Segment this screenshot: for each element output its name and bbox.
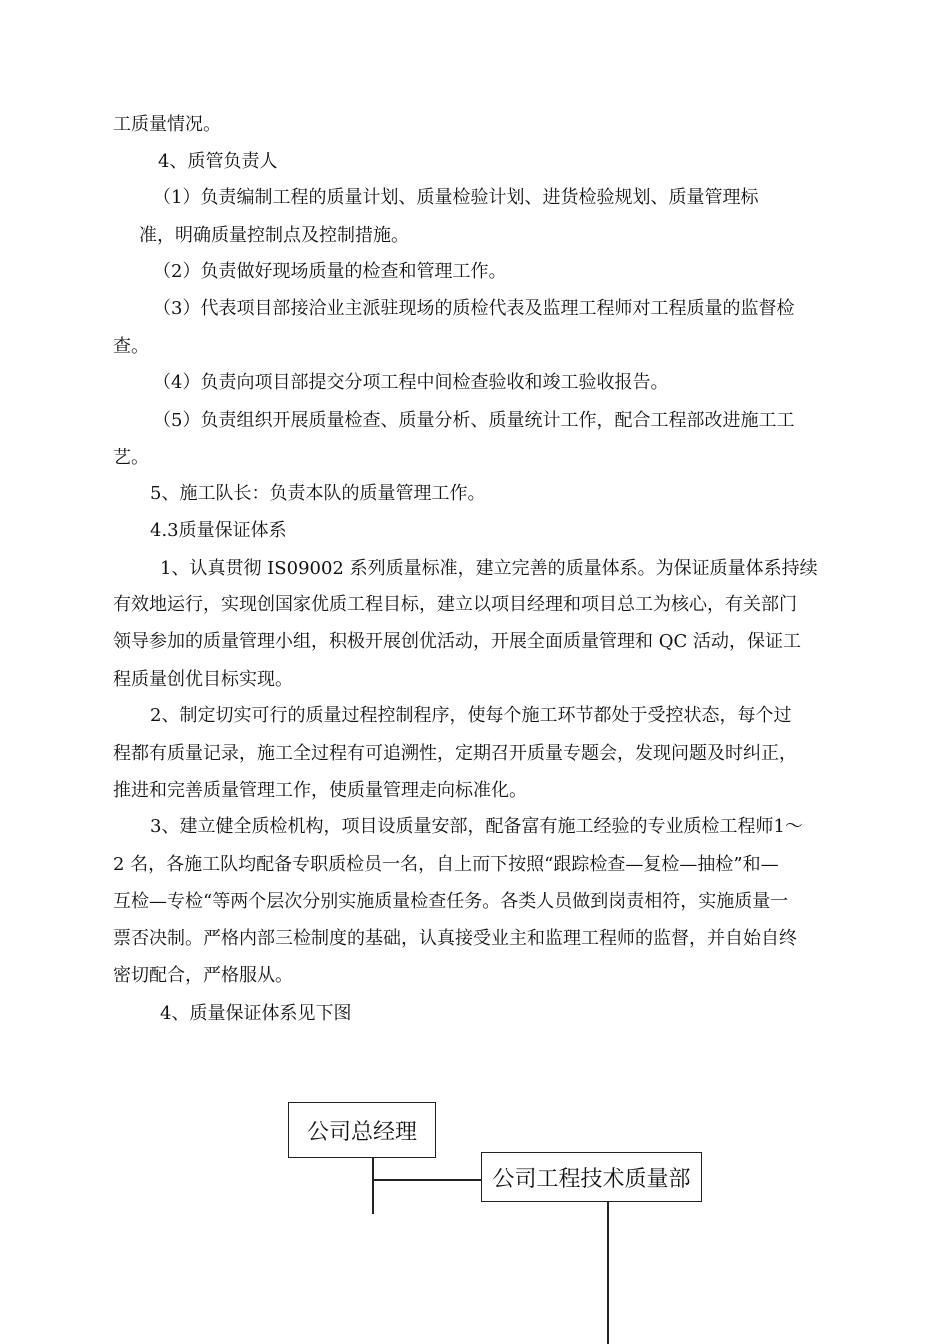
paragraph-line: 互检—专检“等两个层次分别实施质量检查任务。各类人员做到岗责相符，实施质量一: [113, 891, 789, 912]
paragraph-line: 密切配合，严格服从。: [113, 965, 293, 986]
paragraph-line: 票否决制。严格内部三检制度的基础，认真接受业主和监理工程师的监督，并自始自终: [113, 928, 797, 949]
connector-vertical-left: [372, 1158, 374, 1214]
paragraph-line: 程都有质量记录，施工全过程有可追溯性，定期召开质量专题会，发现问题及时纠正，: [113, 743, 797, 764]
section-heading: 5、施工队长：负责本队的质量管理工作。: [150, 483, 486, 504]
section-heading: 4、质管负责人: [158, 151, 278, 172]
paragraph-line: 领导参加的质量管理小组，积极开展创优活动，开展全面质量管理和 QC 活动，保证工: [113, 631, 801, 652]
paragraph-line: 推进和完善质量管理工作，使质量管理走向标准化。: [113, 780, 527, 801]
paragraph-line: （3）代表项目部接洽业主派驻现场的质检代表及监理工程师对工程质量的监督检: [153, 298, 795, 319]
paragraph-line: 工质量情况。: [113, 114, 221, 135]
quality-dept-box: 公司工程技术质量部: [481, 1152, 702, 1202]
paragraph-line: 3、建立健全质检机构，项目设质量安部，配备富有施工经验的专业质检工程师1～: [150, 816, 803, 837]
paragraph-line: 查。: [113, 336, 149, 357]
section-heading: 4.3质量保证体系: [150, 520, 287, 541]
paragraph-line: 艺。: [113, 447, 149, 468]
paragraph-line: 有效地运行，实现创国家优质工程目标，建立以项目经理和项目总工为核心，有关部门: [113, 594, 797, 615]
paragraph-line: 1、认真贯彻 IS09002 系列质量标准，建立完善的质量体系。为保证质量体系持续: [160, 558, 818, 579]
paragraph-line: （2）负责做好现场质量的检查和管理工作。: [153, 261, 507, 282]
section-heading: 4、质量保证体系见下图: [160, 1003, 352, 1024]
paragraph-line: 准，明确质量控制点及控制措施。: [139, 225, 409, 246]
connector-horizontal: [372, 1179, 482, 1181]
paragraph-line: 2 名，各施工队均配备专职质检员一名，自上而下按照“跟踪检查—复检—抽检”和—: [113, 854, 779, 875]
paragraph-line: （5）负责组织开展质量检查、质量分析、质量统计工作，配合工程部改进施工工: [153, 410, 795, 431]
connector-vertical-right: [607, 1202, 609, 1344]
paragraph-line: （1）负责编制工程的质量计划、质量检验计划、进货检验规划、质量管理标: [153, 187, 759, 208]
paragraph-line: 程质量创优目标实现。: [113, 669, 293, 690]
paragraph-line: 2、制定切实可行的质量过程控制程序，使每个施工环节都处于受控状态，每个过: [150, 705, 792, 726]
paragraph-line: （4）负责向项目部提交分项工程中间检查验收和竣工验收报告。: [153, 372, 669, 393]
general-manager-box: 公司总经理: [288, 1102, 436, 1158]
